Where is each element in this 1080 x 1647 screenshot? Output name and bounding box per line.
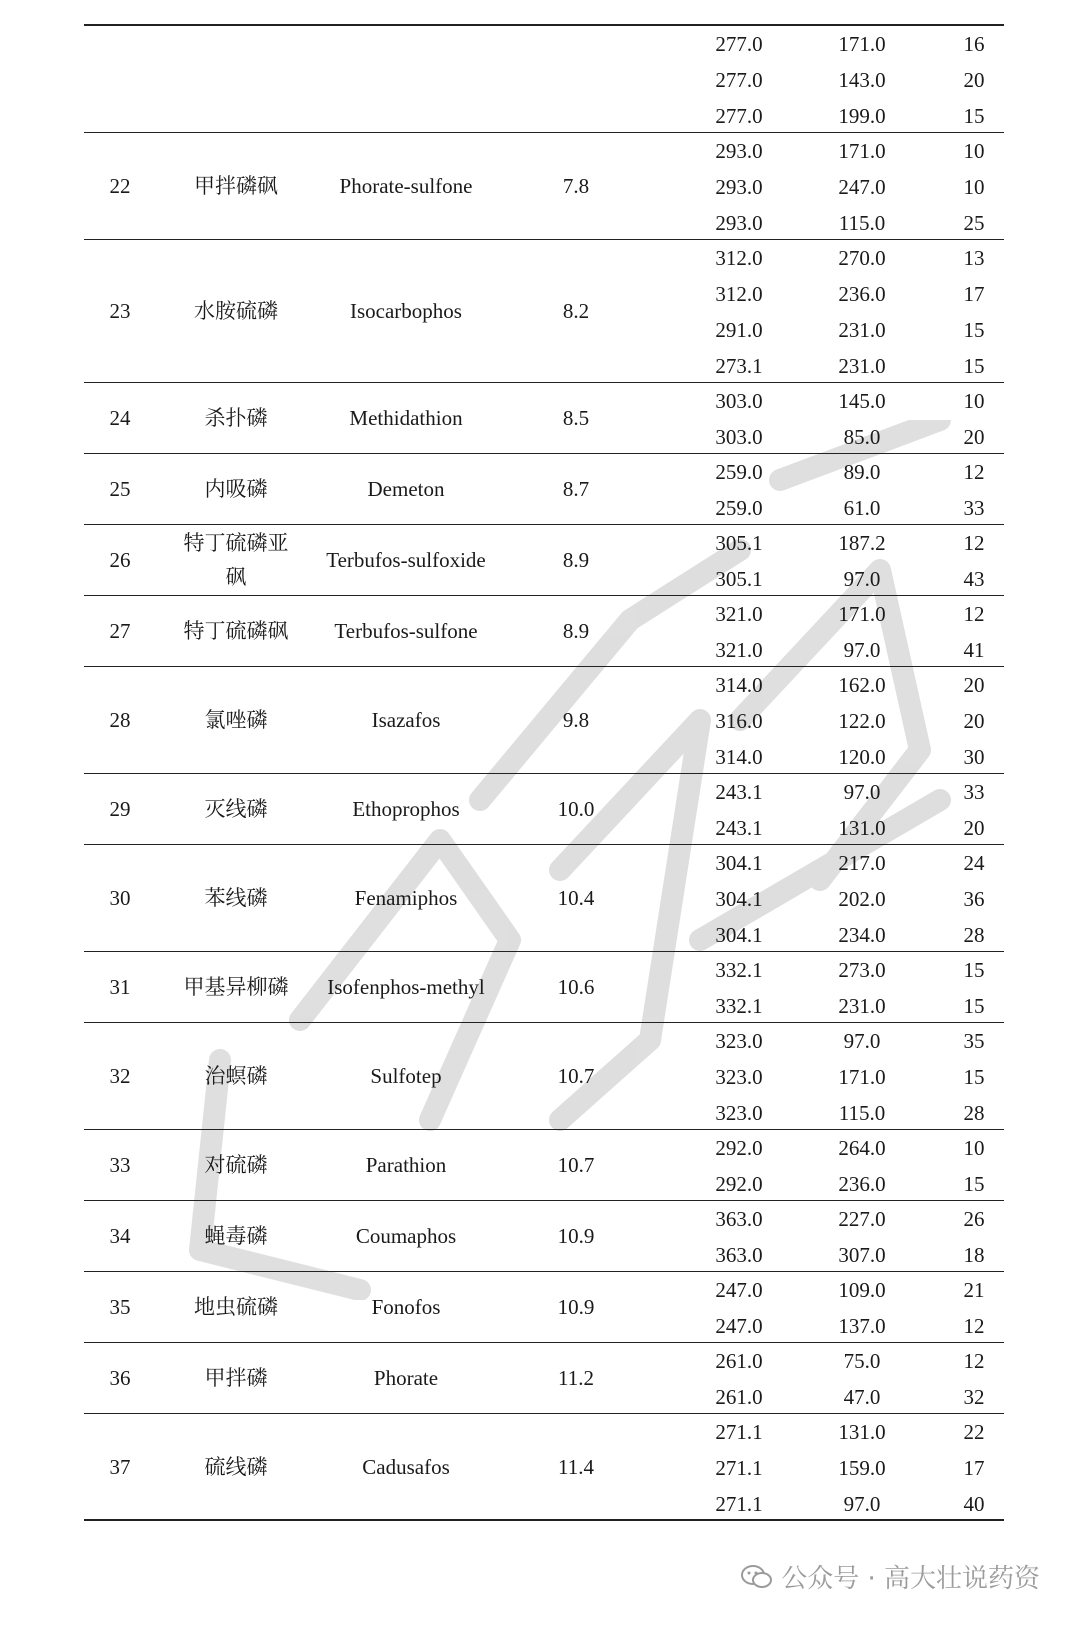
table-row-group — [84, 1272, 1004, 1343]
product-ion: 97.0 — [843, 567, 881, 591]
table-row — [84, 845, 1004, 881]
product-ion: 85.0 — [843, 425, 881, 449]
retention-time-text: 10.7 — [557, 1064, 595, 1088]
table-row — [84, 1379, 1004, 1415]
collision-energy: 21 — [963, 1278, 985, 1302]
table-row — [84, 98, 1004, 134]
precursor-ion: 332.1 — [715, 994, 763, 1018]
table-row-group — [84, 1343, 1004, 1414]
compound-chinese-name-text: 治螟磷 — [204, 1064, 268, 1088]
compound-number-text: 37 — [109, 1454, 131, 1479]
retention-time-text: 9.8 — [562, 708, 590, 732]
compound-chinese-name-text: 甲拌磷 — [204, 1366, 268, 1390]
product-ion: 236.0 — [838, 282, 886, 306]
collision-energy: 18 — [963, 1243, 985, 1267]
compound-english-name-text: Sulfotep — [370, 1064, 442, 1088]
compound-number-text: 27 — [109, 619, 131, 643]
product-ion: 231.0 — [838, 354, 886, 378]
compound-english-name-text: Methidathion — [349, 406, 463, 430]
compound-chinese-name-text: 特丁硫磷砜 — [183, 619, 289, 643]
compound-number-text: 36 — [109, 1366, 131, 1390]
compound-english-name-text: Coumaphos — [355, 1224, 457, 1248]
compound-chinese-name-text: 甲基异柳磷 — [183, 975, 289, 999]
product-ion: 131.0 — [838, 816, 886, 840]
compound-english-name-text: Ethoprophos — [352, 797, 460, 821]
compound-number-text: 25 — [109, 477, 131, 501]
table-row-group — [84, 1414, 1004, 1521]
table-row — [84, 632, 1004, 668]
collision-energy: 25 — [963, 211, 985, 235]
collision-energy: 22 — [963, 1420, 985, 1444]
precursor-ion: 273.1 — [715, 354, 763, 378]
table-row-group — [84, 1130, 1004, 1201]
wechat-icon — [741, 1564, 773, 1590]
table-row-group — [84, 1023, 1004, 1130]
compound-chinese-name-text: 苯线磷 — [204, 886, 268, 910]
retention-time-text: 8.2 — [562, 299, 590, 323]
collision-energy: 40 — [963, 1492, 985, 1516]
table-row — [84, 240, 1004, 276]
product-ion: 120.0 — [838, 745, 886, 769]
product-ion: 234.0 — [838, 923, 886, 947]
table-row-group — [84, 596, 1004, 667]
table-row — [84, 1450, 1004, 1486]
product-ion: 202.0 — [838, 887, 886, 911]
compound-number-text: 24 — [109, 406, 131, 430]
collision-energy: 33 — [963, 496, 985, 520]
table-row — [84, 917, 1004, 953]
product-ion: 159.0 — [838, 1456, 886, 1480]
table-row — [84, 1130, 1004, 1166]
precursor-ion: 293.0 — [715, 211, 763, 235]
compound-number-text: 26 — [109, 548, 131, 572]
compound-chinese-name-text: 灭线磷 — [204, 797, 268, 821]
collision-energy: 36 — [963, 887, 985, 911]
collision-energy: 12 — [963, 602, 985, 626]
product-ion: 97.0 — [843, 638, 881, 662]
collision-energy: 10 — [963, 389, 985, 413]
precursor-ion: 312.0 — [715, 282, 763, 306]
collision-energy: 20 — [963, 425, 985, 449]
precursor-ion: 323.0 — [715, 1065, 763, 1089]
product-ion: 217.0 — [838, 851, 886, 875]
collision-energy: 35 — [963, 1029, 985, 1053]
compound-english-name-text: Isazafos — [371, 708, 441, 732]
product-ion: 199.0 — [838, 104, 886, 128]
precursor-ion: 291.0 — [715, 318, 763, 342]
retention-time-text: 10.9 — [557, 1224, 595, 1248]
table-row — [84, 1486, 1004, 1522]
table-row — [84, 312, 1004, 348]
product-ion: 187.2 — [838, 531, 886, 555]
table-row — [84, 703, 1004, 739]
precursor-ion: 314.0 — [715, 673, 763, 697]
table-row — [84, 26, 1004, 62]
compound-number-text: 31 — [109, 975, 131, 999]
compound-chinese-name-text: 内吸磷 — [204, 477, 268, 501]
retention-time-text: 11.4 — [558, 1454, 594, 1479]
precursor-ion: 303.0 — [715, 389, 763, 413]
collision-energy: 15 — [963, 354, 985, 378]
compound-english-name-text: Fonofos — [371, 1295, 441, 1319]
table-row — [84, 383, 1004, 419]
table-row — [84, 1237, 1004, 1273]
collision-energy: 15 — [963, 958, 985, 982]
table-row — [84, 169, 1004, 205]
compound-number-text: 32 — [109, 1064, 131, 1088]
table-row — [84, 1201, 1004, 1237]
table-row — [84, 62, 1004, 98]
table-row — [84, 1414, 1004, 1450]
account-watermark — [741, 1558, 1040, 1595]
collision-energy: 43 — [963, 567, 985, 591]
table-row — [84, 205, 1004, 241]
product-ion: 264.0 — [838, 1136, 886, 1160]
collision-energy: 24 — [963, 851, 985, 875]
collision-energy: 26 — [963, 1207, 985, 1231]
compound-english-name-text: Isofenphos-methyl — [327, 975, 485, 999]
precursor-ion: 247.0 — [715, 1278, 763, 1302]
precursor-ion: 323.0 — [715, 1101, 763, 1125]
collision-energy: 12 — [963, 531, 985, 555]
collision-energy: 17 — [963, 1456, 985, 1480]
collision-energy: 13 — [963, 246, 985, 270]
precursor-ion: 303.0 — [715, 425, 763, 449]
precursor-ion: 305.1 — [715, 531, 763, 555]
precursor-ion: 243.1 — [715, 816, 763, 840]
collision-energy: 15 — [963, 1172, 985, 1196]
precursor-ion: 271.1 — [715, 1456, 763, 1480]
product-ion: 97.0 — [843, 1029, 881, 1053]
precursor-ion: 293.0 — [715, 175, 763, 199]
precursor-ion: 293.0 — [715, 139, 763, 163]
collision-energy: 15 — [963, 994, 985, 1018]
retention-time-text: 8.9 — [562, 548, 590, 572]
compound-chinese-name-text: 蝇毒磷 — [204, 1224, 268, 1248]
precursor-ion: 292.0 — [715, 1172, 763, 1196]
product-ion: 247.0 — [838, 175, 886, 199]
compound-number-text: 28 — [109, 708, 131, 732]
product-ion: 97.0 — [843, 780, 881, 804]
product-ion: 171.0 — [838, 139, 886, 163]
collision-energy: 20 — [963, 709, 985, 733]
table-row — [84, 525, 1004, 561]
precursor-ion: 271.1 — [715, 1492, 763, 1516]
retention-time-text: 10.6 — [557, 975, 595, 999]
table-row-group — [84, 383, 1004, 454]
compound-english-name-text: Terbufos-sulfone — [334, 619, 478, 643]
collision-energy: 20 — [963, 68, 985, 92]
collision-energy: 20 — [963, 673, 985, 697]
table-row — [84, 1023, 1004, 1059]
product-ion: 89.0 — [843, 460, 881, 484]
retention-time-text: 10.9 — [557, 1295, 595, 1319]
table-row-group — [84, 952, 1004, 1023]
precursor-ion: 312.0 — [715, 246, 763, 270]
table-row — [84, 739, 1004, 775]
collision-energy: 10 — [963, 175, 985, 199]
table-row — [84, 881, 1004, 917]
table-row — [84, 596, 1004, 632]
compound-chinese-name-text: 对硫磷 — [204, 1153, 268, 1177]
product-ion: 227.0 — [838, 1207, 886, 1231]
table-row-group — [84, 667, 1004, 774]
table-row-group — [84, 845, 1004, 952]
product-ion: 97.0 — [843, 1492, 881, 1516]
precursor-ion: 277.0 — [715, 68, 763, 92]
product-ion: 145.0 — [838, 389, 886, 413]
product-ion: 115.0 — [838, 1101, 886, 1125]
product-ion: 236.0 — [838, 1172, 886, 1196]
compound-english-name-text: Demeton — [367, 477, 445, 501]
precursor-ion: 323.0 — [715, 1029, 763, 1053]
compound-number-text: 33 — [109, 1153, 131, 1177]
precursor-ion: 332.1 — [715, 958, 763, 982]
collision-energy: 20 — [963, 816, 985, 840]
table-row — [84, 1059, 1004, 1095]
precursor-ion: 277.0 — [715, 32, 763, 56]
product-ion: 61.0 — [843, 496, 881, 520]
collision-energy: 30 — [963, 745, 985, 769]
compound-number-text: 30 — [109, 886, 131, 910]
table-row — [84, 1272, 1004, 1308]
precursor-ion: 321.0 — [715, 602, 763, 626]
collision-energy: 15 — [963, 318, 985, 342]
collision-energy: 32 — [963, 1385, 985, 1409]
compound-english-name-text: Terbufos-sulfoxide — [326, 548, 486, 572]
compound-number-text: 34 — [109, 1224, 131, 1248]
product-ion: 115.0 — [838, 211, 886, 235]
collision-energy: 41 — [963, 638, 985, 662]
precursor-ion: 321.0 — [715, 638, 763, 662]
product-ion: 273.0 — [838, 958, 886, 982]
retention-time-text: 8.7 — [562, 477, 590, 501]
table-row — [84, 667, 1004, 703]
precursor-ion: 261.0 — [715, 1385, 763, 1409]
table-row — [84, 1095, 1004, 1131]
compound-english-name-text: Phorate-sulfone — [339, 174, 473, 198]
product-ion: 231.0 — [838, 994, 886, 1018]
compound-chinese-name-text: 地虫硫磷 — [194, 1295, 278, 1319]
table-row — [84, 561, 1004, 597]
precursor-ion: 259.0 — [715, 496, 763, 520]
precursor-ion: 305.1 — [715, 567, 763, 591]
precursor-ion: 363.0 — [715, 1243, 763, 1267]
precursor-ion: 304.1 — [715, 887, 763, 911]
compound-number-text: 35 — [109, 1295, 131, 1319]
table-row — [84, 419, 1004, 455]
compound-english-name-text: Cadusafos — [362, 1454, 450, 1479]
retention-time-text: 10.4 — [557, 886, 595, 910]
retention-time-text: 10.7 — [557, 1153, 595, 1177]
precursor-ion: 304.1 — [715, 851, 763, 875]
table-row-group — [84, 26, 1004, 133]
product-ion: 231.0 — [838, 318, 886, 342]
table-row — [84, 810, 1004, 846]
collision-energy: 28 — [963, 1101, 985, 1125]
precursor-ion: 292.0 — [715, 1136, 763, 1160]
retention-time-text: 11.2 — [558, 1366, 594, 1390]
retention-time-text: 8.5 — [562, 406, 590, 430]
table-row — [84, 133, 1004, 169]
precursor-ion: 243.1 — [715, 780, 763, 804]
precursor-ion: 271.1 — [715, 1420, 763, 1444]
table-row — [84, 1166, 1004, 1202]
compound-chinese-name-text: 硫线磷 — [204, 1454, 268, 1479]
precursor-ion: 363.0 — [715, 1207, 763, 1231]
product-ion: 131.0 — [838, 1420, 886, 1444]
collision-energy: 15 — [963, 1065, 985, 1089]
watermark-text: 公众号 · 高大壮说药资 — [781, 1564, 1040, 1594]
table-row-group — [84, 240, 1004, 383]
precursor-ion: 277.0 — [715, 104, 763, 128]
collision-energy: 12 — [963, 1314, 985, 1338]
collision-energy: 10 — [963, 1136, 985, 1160]
compound-english-name-text: Isocarbophos — [350, 299, 462, 323]
collision-energy: 17 — [963, 282, 985, 306]
data-table — [84, 24, 1004, 1521]
precursor-ion: 261.0 — [715, 1349, 763, 1373]
retention-time-text: 7.8 — [562, 174, 590, 198]
table-row-group — [84, 774, 1004, 845]
table-row — [84, 454, 1004, 490]
product-ion: 171.0 — [838, 32, 886, 56]
collision-energy: 15 — [963, 104, 985, 128]
product-ion: 109.0 — [838, 1278, 886, 1302]
product-ion: 162.0 — [838, 673, 886, 697]
table-row — [84, 952, 1004, 988]
collision-energy: 10 — [963, 139, 985, 163]
compound-number-text: 23 — [109, 299, 131, 323]
precursor-ion: 316.0 — [715, 709, 763, 733]
product-ion: 171.0 — [838, 1065, 886, 1089]
table-row — [84, 1308, 1004, 1344]
table-row — [84, 276, 1004, 312]
compound-chinese-name-text: 水胺硫磷 — [194, 299, 278, 323]
product-ion: 143.0 — [838, 68, 886, 92]
table-row — [84, 1343, 1004, 1379]
table-row — [84, 490, 1004, 526]
compound-english-name-text: Phorate — [373, 1366, 439, 1390]
product-ion: 307.0 — [838, 1243, 886, 1267]
compound-english-name-text: Parathion — [365, 1153, 447, 1177]
table-row — [84, 988, 1004, 1024]
table-row-group — [84, 454, 1004, 525]
retention-time-text: 8.9 — [562, 619, 590, 643]
table-row — [84, 774, 1004, 810]
collision-energy: 28 — [963, 923, 985, 947]
product-ion: 171.0 — [838, 602, 886, 626]
table-row-group — [84, 133, 1004, 240]
precursor-ion: 247.0 — [715, 1314, 763, 1338]
product-ion: 270.0 — [838, 246, 886, 270]
product-ion: 75.0 — [843, 1349, 881, 1373]
precursor-ion: 314.0 — [715, 745, 763, 769]
collision-energy: 12 — [963, 1349, 985, 1373]
precursor-ion: 259.0 — [715, 460, 763, 484]
product-ion: 47.0 — [843, 1385, 881, 1409]
table-row-group — [84, 1201, 1004, 1272]
precursor-ion: 304.1 — [715, 923, 763, 947]
compound-english-name-text: Fenamiphos — [354, 886, 458, 910]
product-ion: 137.0 — [838, 1314, 886, 1338]
collision-energy: 16 — [963, 32, 985, 56]
product-ion: 122.0 — [838, 709, 886, 733]
table-row — [84, 348, 1004, 384]
collision-energy: 12 — [963, 460, 985, 484]
compound-chinese-name-text: 杀扑磷 — [204, 406, 268, 430]
retention-time-text: 10.0 — [557, 797, 595, 821]
compound-number-text: 29 — [109, 797, 131, 821]
table-row-group — [84, 525, 1004, 596]
compound-number-text: 22 — [109, 174, 131, 198]
compound-chinese-name-text: 氯唑磷 — [204, 708, 268, 732]
compound-chinese-name-text: 甲拌磷砜 — [194, 174, 278, 198]
collision-energy: 33 — [963, 780, 985, 804]
compound-chinese-name-text: 特丁硫磷亚砜 — [183, 531, 289, 589]
